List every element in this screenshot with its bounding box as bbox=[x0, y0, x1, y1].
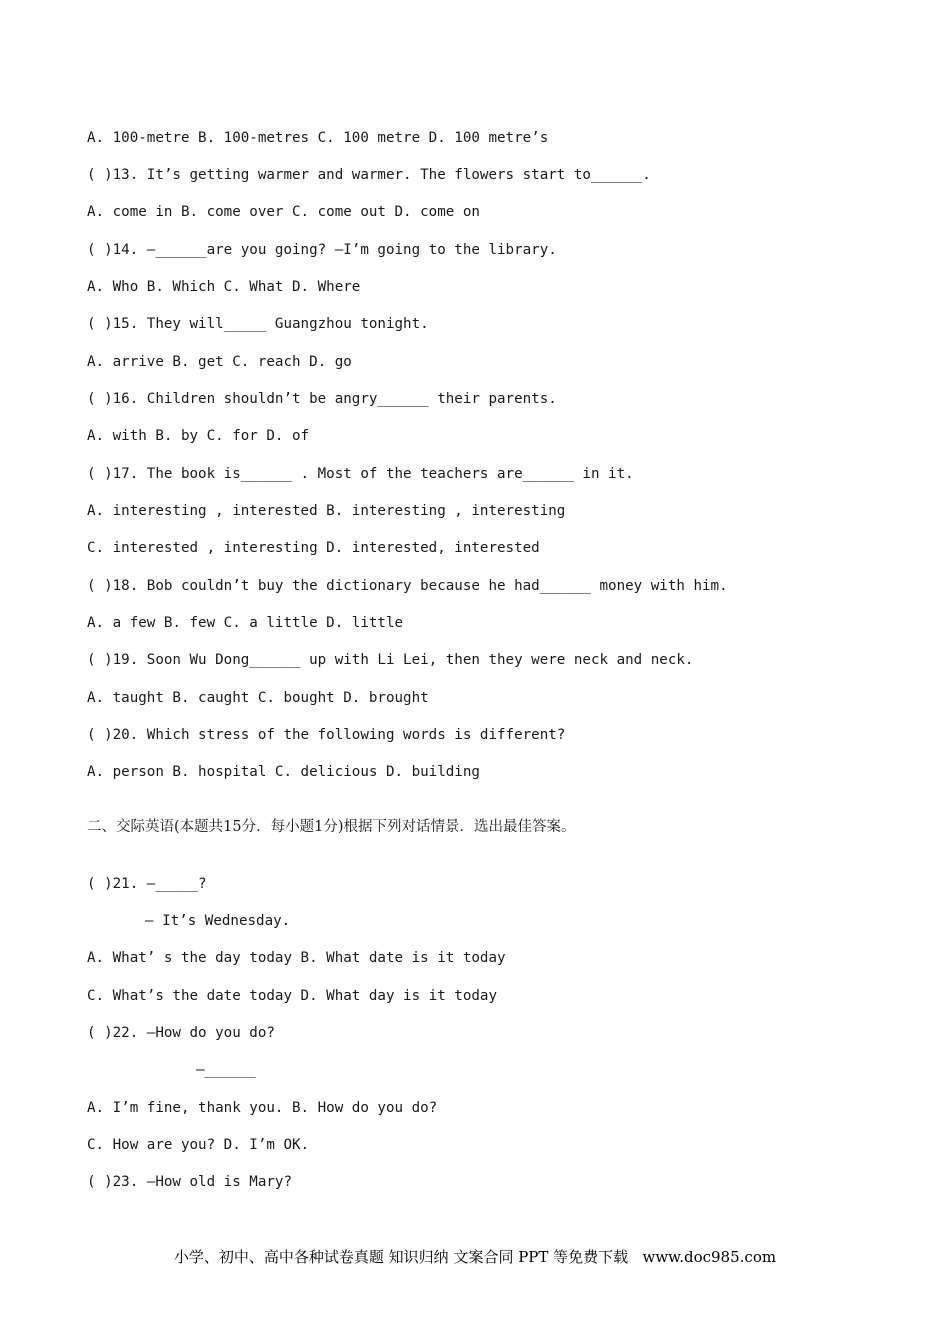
q14-options: A. Who B. Which C. What D. Where bbox=[87, 279, 361, 295]
q22-question: ( )22. —How do you do? bbox=[87, 1025, 275, 1041]
q17-question: ( )17. The book is______ . Most of the teachers are______ in it. bbox=[87, 466, 634, 482]
q22-options-cd: C. How are you? D. I’m OK. bbox=[87, 1137, 310, 1153]
q13-question: ( )13. It’s getting warmer and warmer. The flowers start to______. bbox=[87, 167, 651, 183]
q16-question: ( )16. Children shouldn’t be angry______ their parents. bbox=[87, 391, 557, 407]
q16-options: A. with B. by C. for D. of bbox=[87, 428, 310, 444]
q20-options: A. person B. hospital C. delicious D. building bbox=[87, 764, 480, 780]
q20-question: ( )20. Which stress of the following words is different? bbox=[87, 727, 566, 743]
q18-question: ( )18. Bob couldn’t buy the dictionary because he had______ money with him. bbox=[87, 578, 728, 594]
q15-question: ( )15. They will_____ Guangzhou tonight. bbox=[87, 316, 429, 332]
section-heading: 二、交际英语(本题共15分．每小题1分)根据下列对话情景．选出最佳答案。 bbox=[87, 819, 576, 835]
q22-options-ab: A. I’m fine, thank you. B. How do you do? bbox=[87, 1100, 438, 1116]
page-footer: 小学、初中、高中各种试卷真题 知识归纳 文案合同 PPT 等免费下载 www.doc985.com bbox=[173, 1248, 777, 1266]
q21-reply: — It’s Wednesday. bbox=[145, 913, 291, 929]
q13-options: A. come in B. come over C. come out D. come on bbox=[87, 204, 480, 220]
q19-question: ( )19. Soon Wu Dong______ up with Li Lei, then they were neck and neck. bbox=[87, 652, 694, 668]
q21-options-cd: C. What’s the date today D. What day is it today bbox=[87, 988, 497, 1004]
q23-question: ( )23. —How old is Mary? bbox=[87, 1174, 292, 1190]
q21-options-ab: A. What’ s the day today B. What date is it today bbox=[87, 950, 506, 966]
q18-options: A. a few B. few C. a little D. little bbox=[87, 615, 404, 631]
q14-question: ( )14. —______are you going? —I’m going to the library. bbox=[87, 242, 557, 258]
q17-options-ab: A. interesting , interested B. interesting , interesting bbox=[87, 503, 566, 519]
q21-question: ( )21. —_____? bbox=[87, 876, 207, 892]
q12-options: A. 100-metre B. 100-metres C. 100 metre D. 100 metre’s bbox=[87, 130, 549, 146]
q19-options: A. taught B. caught C. bought D. brought bbox=[87, 690, 429, 706]
q15-options: A. arrive B. get C. reach D. go bbox=[87, 354, 352, 370]
q17-options-cd: C. interested , interesting D. interested, interested bbox=[87, 540, 540, 556]
q22-reply: —______ bbox=[196, 1062, 256, 1078]
